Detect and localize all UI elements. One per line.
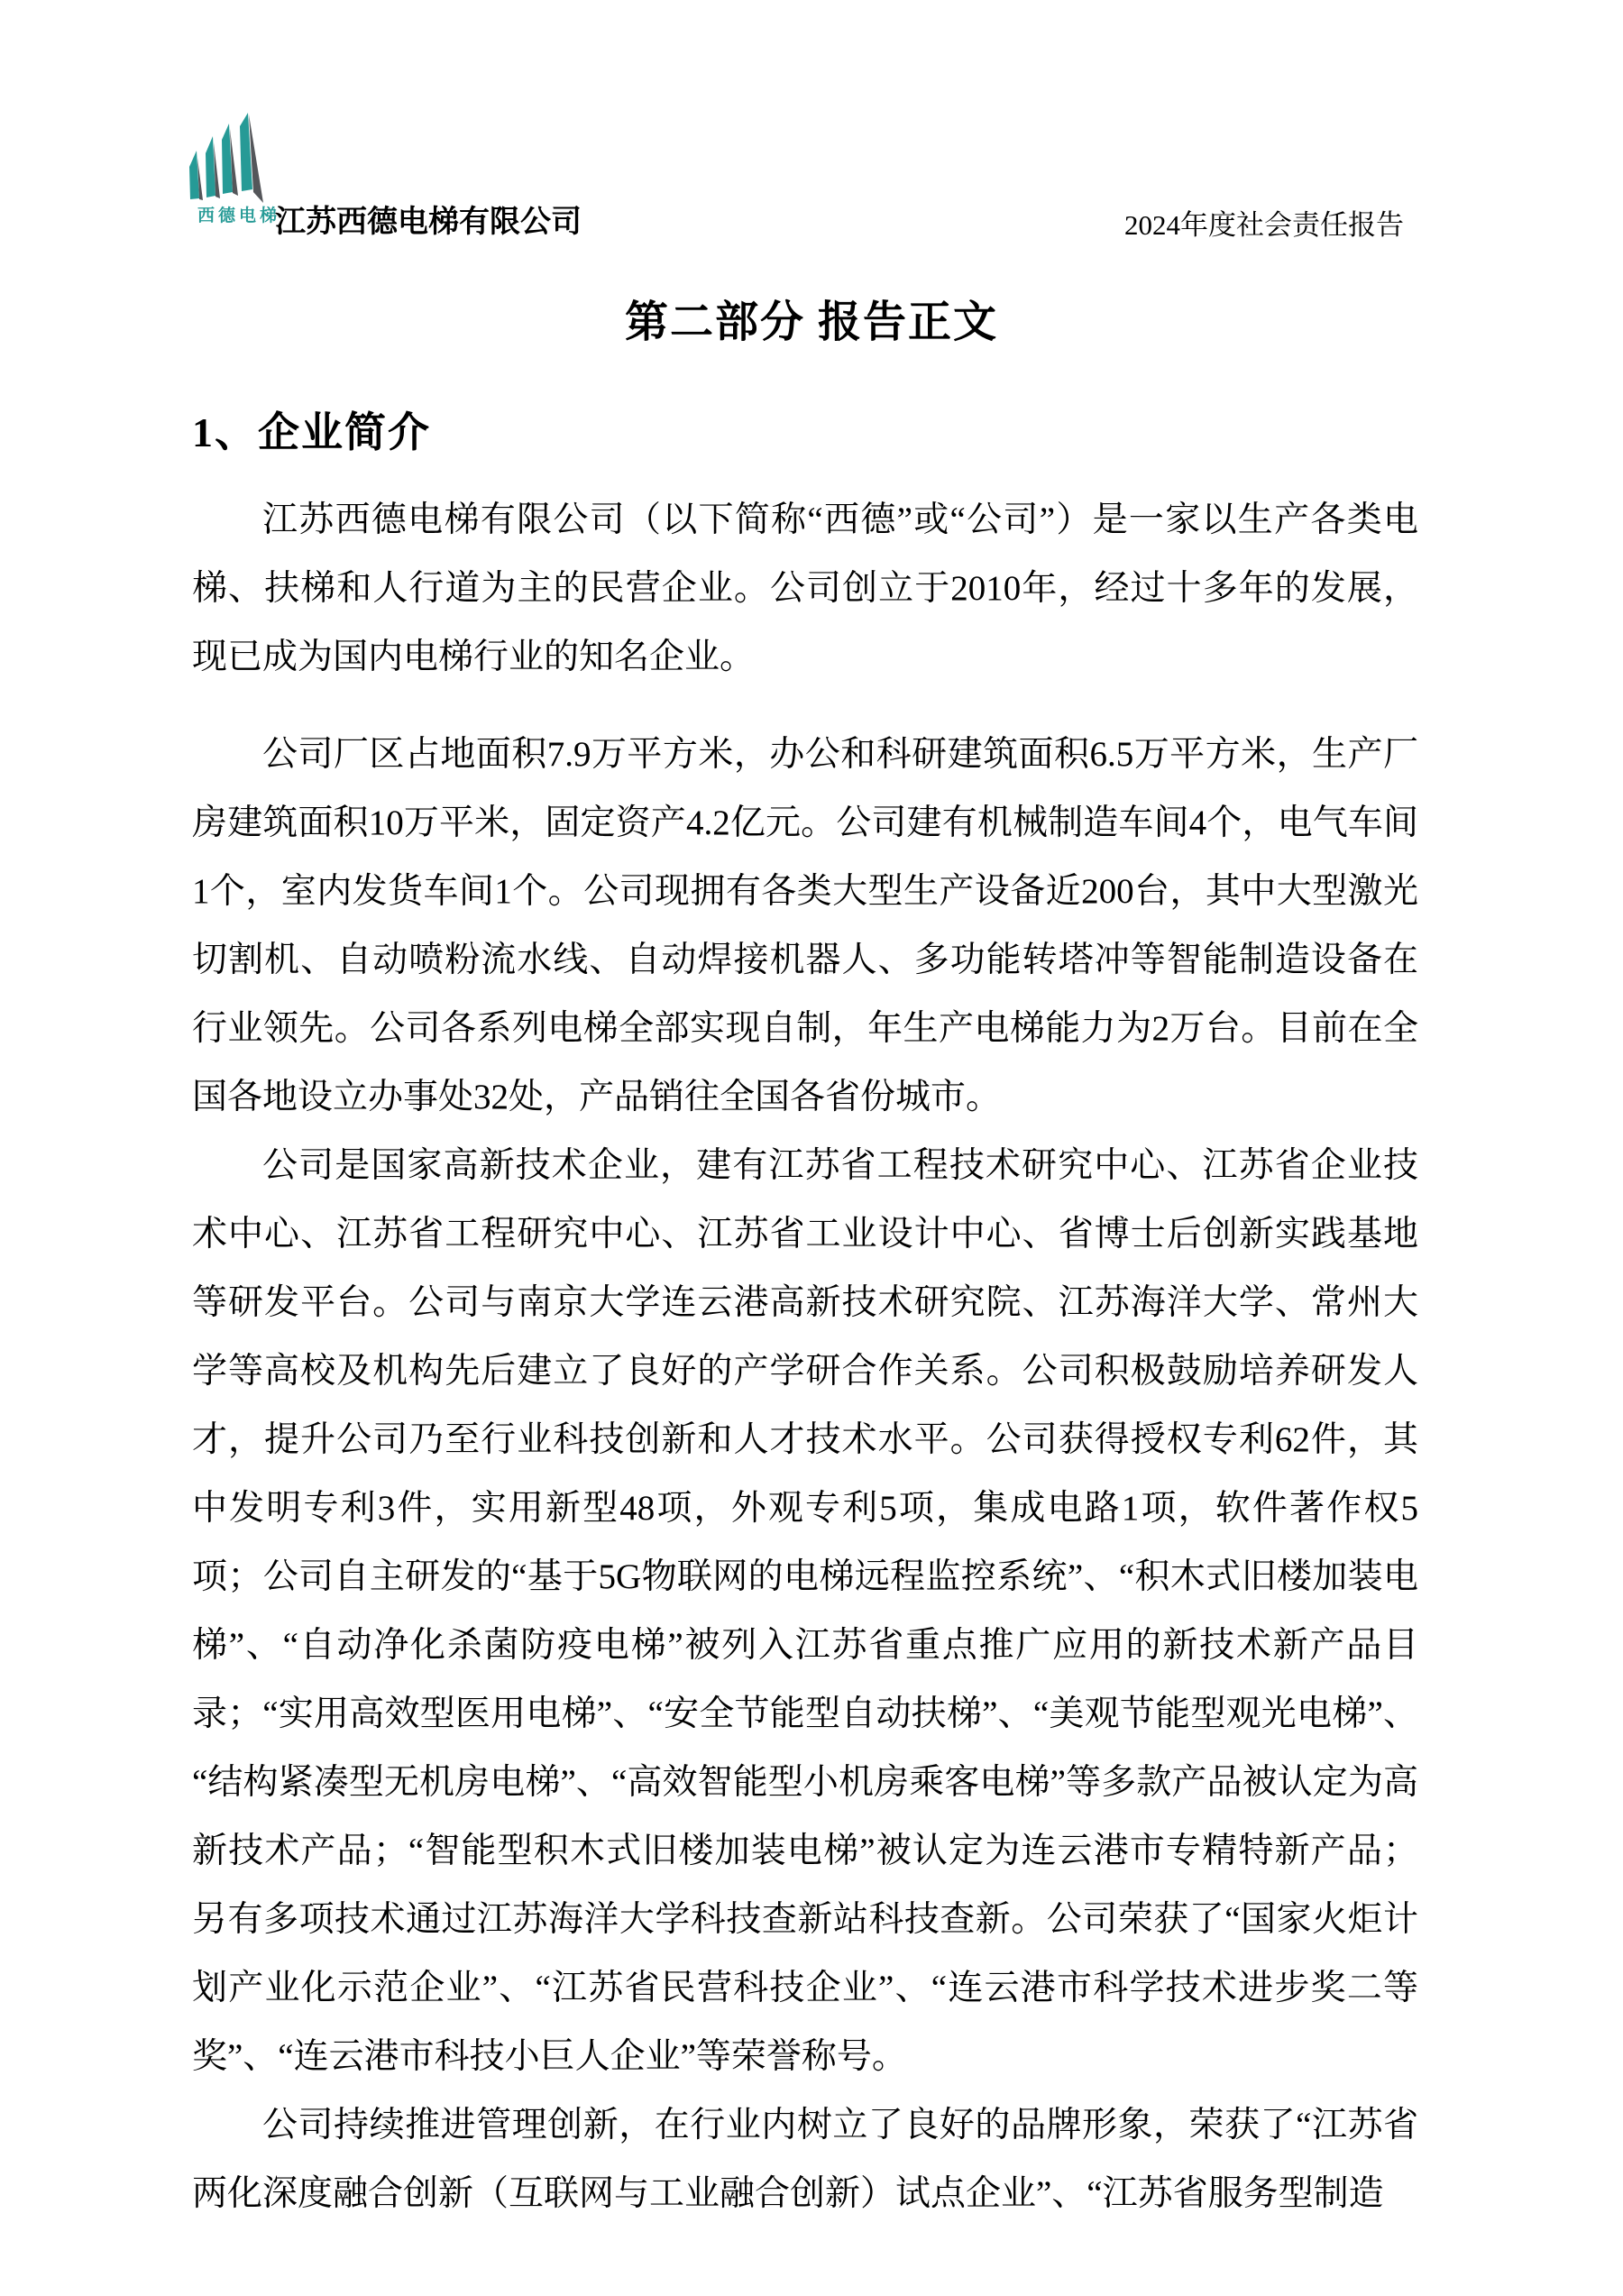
company-name: 江苏西德电梯有限公司 — [275, 205, 582, 239]
document-title: 第二部分 报告正文 — [624, 298, 998, 346]
section-heading: 1、企业简介 — [192, 409, 431, 455]
company-logo — [188, 113, 270, 203]
company-logo-icon — [188, 113, 270, 203]
paragraph-facilities-capacity: 公司厂区占地面积7.9万平方米，办公和科研建筑面积6.5万平方米，生产厂房建筑面积10万平米，固定资产4.2亿元。公司建有机械制造车间4个，电气车间1个，室内发货车间1个。公司现拥有各类大型生产设备近200台，其中大型激光切割机、自动喷粉流水线、自动焊接机器人、多功能转塔冲等智能制造设备在行业领先。公司各系列电梯全部实现自制，年生产电梯能力为2万台。目前在全国各地设立办事处32处，产品销往全国各省份城市。 — [192, 735, 1418, 1116]
document-body — [192, 486, 1418, 2228]
paragraph-rd-achievements: 公司是国家高新技术企业，建有江苏省工程技术研究中心、江苏省企业技术中心、江苏省工程研究中心、江苏省工业设计中心、省博士后创新实践基地等研发平台。公司与南京大学连云港高新技术研究院、江苏海洋大学、常州大学等高校及机构先后建立了良好的产学研合作关系。公司积极鼓励培养研发人才，提升公司乃至行业科技创新和人才技术水平。公司获得授权专利62件，其中发明专利3件，实用新型48项，外观专利5项，集成电路1项，软件著作权5项；公司自主研发的“基于5G物联网的电梯远程监控系统”、“积木式旧楼加装电梯”、“自动净化杀菌防疫电梯”被列入江苏省重点推广应用的新技术新产品目录；“实用高效型医用电梯”、“安全节能型自动扶梯”、“美观节能型观光电梯”、“结构紧凑型无机房电梯”、“高效智能型小机房乘客电梯”等多款产品被认定为高新技术产品；“智能型积木式旧楼加装电梯”被认定为连云港市专精特新产品；另有多项技术通过江苏海洋大学科技查新站科技查新。公司荣获了“国家火炬计划产业化示范企业”、“江苏省民营科技企业”、“连云港市科学技术进步奖二等奖”、“连云港市科技小巨人企业”等荣誉称号。 — [192, 1146, 1418, 2076]
logo-caption: 西德电梯 — [197, 207, 281, 225]
paragraph-company-intro: 江苏西德电梯有限公司（以下简称“西德”或“公司”）是一家以生产各类电梯、扶梯和人行道为主的民营企业。公司创立于2010年，经过十多年的发展，现已成为国内电梯行业的知名企业。 — [192, 501, 1418, 676]
report-title: 2024年度社会责任报告 — [1124, 209, 1404, 241]
paragraph-management-innovation: 公司持续推进管理创新，在行业内树立了良好的品牌形象，荣获了“江苏省两化深度融合创新（互联网与工业融合创新）试点企业”、“江苏省服务型制造 — [192, 2106, 1418, 2213]
